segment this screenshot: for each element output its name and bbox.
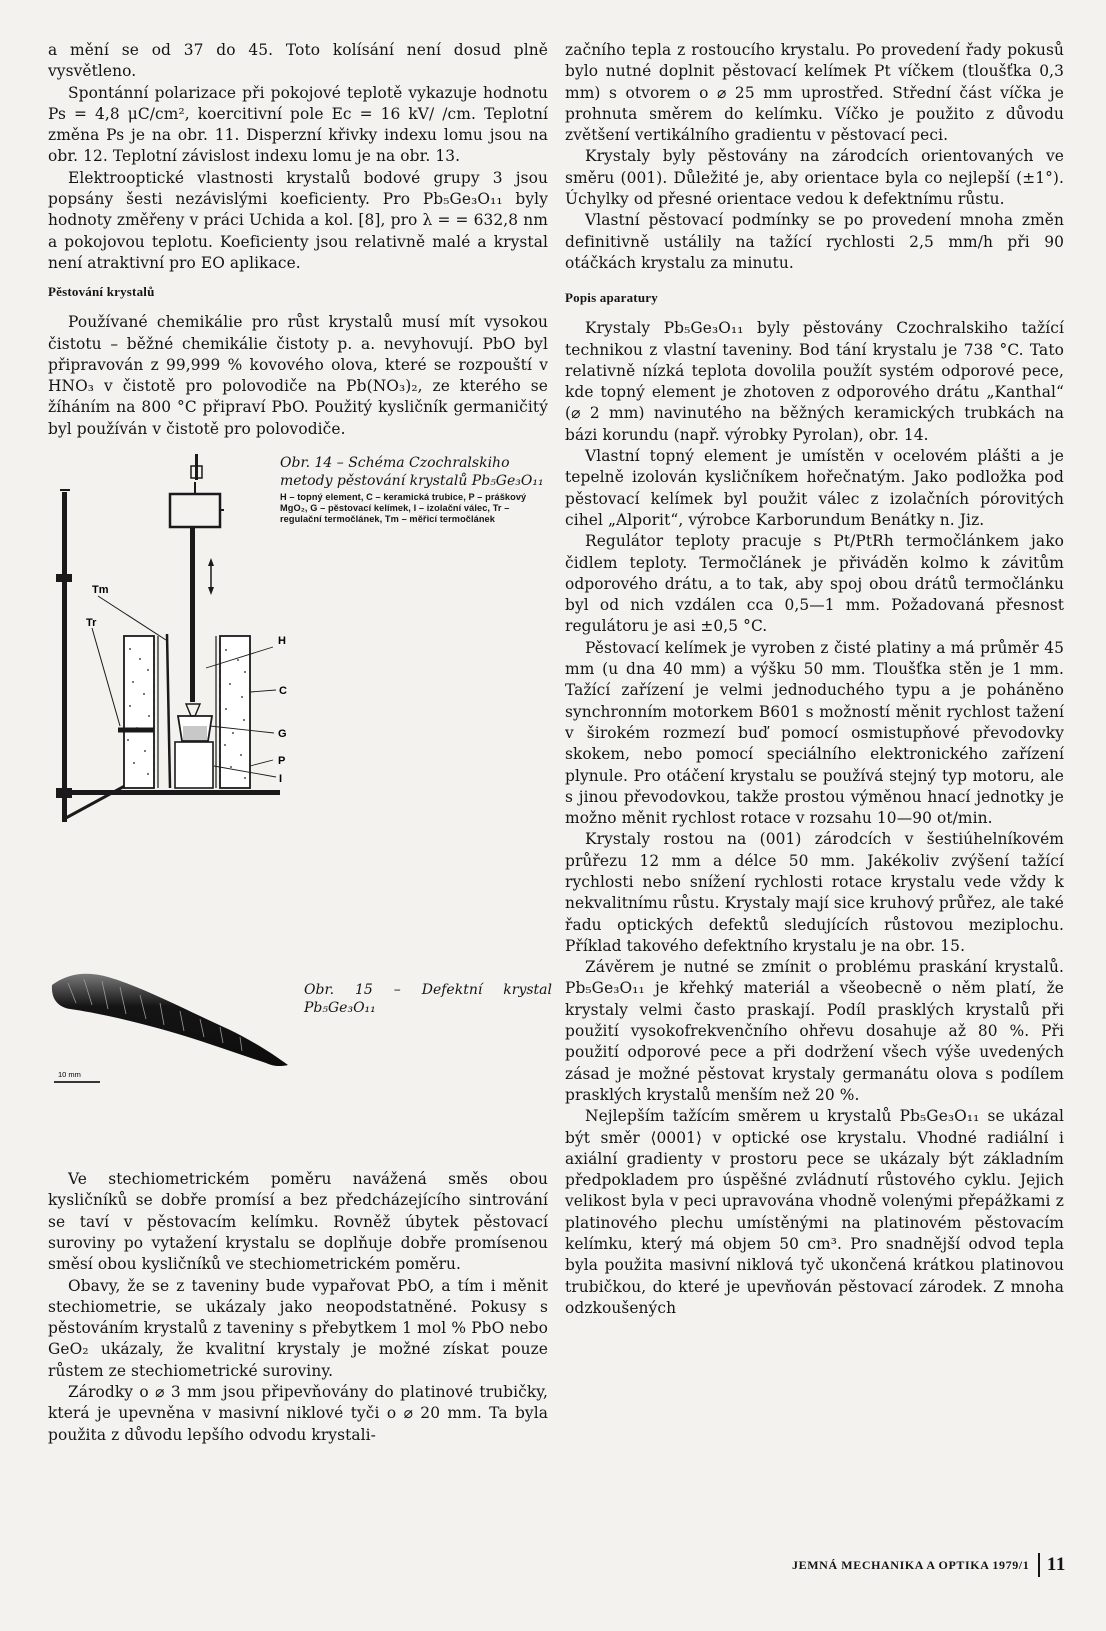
figures-block bbox=[48, 454, 552, 1169]
paragraph: Krystaly byly pěstovány na zárodcích orientovaných ve směru (001). Důležité je, aby orientace byla co nejlepší (±1°). Úchylky od přesné orientace vedou k defektnímu růstu. bbox=[565, 147, 1064, 209]
paragraph: Vlastní pěstovací podmínky se po provedení mnoha změn definitivně ustálily na tažící rychlosti 2,5 mm/h při 90 otáčkách krystalu za minutu. bbox=[565, 211, 1064, 272]
right-column bbox=[565, 40, 1064, 1319]
label-p: P bbox=[278, 755, 286, 768]
figure-15-caption: Obr. 15 – Defektní krystal Pb₅Ge₃O₁₁ bbox=[304, 982, 552, 1017]
paragraph: Spontánní polarizace při pokojové teplotě vykazuje hodnotu Ps = 4,8 μC/cm², koercitivní pole Ec = 16 kV/ /cm. Teplotní změna Ps je na obr. 11. Disperzní křivky indexu lomu jsou na obr. 12. Teplotní závislost indexu lomu je na obr. 13. bbox=[48, 83, 548, 166]
paragraph: Vlastní topný element je umístěn v ocelovém plášti a je tepelně izolován kysličníkem hořečnatým. Jako podložka pod pěstovací kelímek byl použit válec z izolačních pórovitých cihel „Alporit“, výrobce Karborundum Benátky n. Jiz. bbox=[565, 447, 1064, 529]
paragraph: Krystaly rostou na (001) zárodcích v šestiúhelníkovém průřezu 12 mm a délce 50 mm. Jakékoliv zvýšení tažící rychlosti nebo snížení rychlosti rotace krystalu vede vždy k nekvalitnímu růstu. Krystaly mají sice kruhový průřez, ale také řadu optických defektů sledujících růstovou meziplochu. Příklad takového defektního krystalu je na obr. 15. bbox=[565, 830, 1064, 955]
paragraph: Zárodky o ⌀ 3 mm jsou připevňovány do platinové trubičky, která je upevněna v masivní niklové tyči o ⌀ 20 mm. Ta byla použita z důvodu lepšího odvodu krystali- bbox=[48, 1383, 548, 1444]
left-column bbox=[48, 40, 552, 1446]
paragraph: Obavy, že se z taveniny bude vypařovat PbO, a tím i měnit stechiometrie, se ukázaly jako neopodstatněné. Pokusy s pěstováním krystalů z taveniny s přebytkem 1 mol % PbO nebo GeO₂ ukázaly, že kvalitní krystaly je možné získat pouze růstem ze stechiometrické suroviny. bbox=[48, 1276, 548, 1380]
paragraph: Krystaly Pb₅Ge₃O₁₁ byly pěstovány Czochralskiho tažící technikou z vlastní taveniny. Bod tání krystalu je 738 °C. Tato relativně nízká teplota dovolila použít systém odporové pece, kde topný element je zhotoven z odporového drátu „Kanthal“ (⌀ 2 mm) navinutého na běžných keramických trubkách na bázi korundu (např. výrobky Pyrolan), obr. 14. bbox=[565, 319, 1064, 444]
label-i: I bbox=[279, 773, 283, 786]
label-h: H bbox=[278, 635, 286, 648]
paragraph: Závěrem je nutné se zmínit o problému praskání krystalů. Pb₅Ge₃O₁₁ je křehký materiál a všeobecně o něm platí, že krystaly velmi často praskají. Podíl prasklých krystalů při použití vysokofrekvenčního ohřevu dosahuje až 80 %. Při použití odporové pece a při dodržení všech výše uvedených zásad je možné pěstovat krystaly germanátu olova s podílem prasklých krystalů menším než 20 %. bbox=[565, 958, 1064, 1104]
footer-divider bbox=[1038, 1553, 1040, 1577]
figure-14-caption bbox=[280, 454, 552, 525]
journal-name: JEMNÁ MECHANIKA A OPTIKA 1979/1 bbox=[792, 1557, 1030, 1572]
paragraph: Používané chemikálie pro růst krystalů musí mít vysokou čistotu – běžné chemikálie čistoty p. a. nevyhovují. PbO byl připravován z 99,999 % kovového olova, které se rozpouští v HNO₃ v čistotě pro polovodiče na Pb(NO₃)₂, ze kterého se žíháním na 800 °C připraví PbO. Použitý kysličník germaničitý byl používán v čistotě pro polovodiče. bbox=[48, 313, 548, 438]
paragraph: Ve stechiometrickém poměru navážená směs obou kysličníků se dobře promísí a bez předcházejícího sintrování se taví v pěstovacím kelímku. Rovněž úbytek pěstovací suroviny po vytažení krystalu se doplňuje dobře promísenou směsí obou kysličníků ve stechiometrickém poměru. bbox=[48, 1170, 548, 1274]
paragraph: začního tepla z rostoucího krystalu. Po provedení řady pokusů bylo nutné doplnit pěstovací kelímek Pt víčkem (tloušťka 0,3 mm) s otvorem o ⌀ 25 mm uprostřed. Střední část víčka je prohnuta směrem do kelímku. Víčko je použito z důvodu zvětšení vertikálního gradientu v pěstovací peci. bbox=[565, 41, 1064, 145]
defective-crystal-photo bbox=[48, 959, 298, 1094]
label-tm: Tm bbox=[92, 584, 109, 597]
paragraph: Pěstovací kelímek je vyroben z čisté platiny a má průměr 45 mm (u dna 40 mm) a výšku 50 mm. Tloušťka stěn je 1 mm. Tažící zařízení je velmi jednoduchého typu a je poháněno synchronním motorkem B601 s možností měnit rychlost tažení v širokém rozmezí buď pomocí osmistupňové převodovky skokem, nebo pomocí speciálního elektronického zařízení plynule. Pro otáčení krystalu se používá stejný typ motoru, ale s jinou převodovkou, takže prostou výměnou hnací jednotky je možno měnit rychlost rotace v rozsahu 10—90 ot/min. bbox=[565, 638, 1064, 828]
label-tr: Tr bbox=[86, 617, 97, 630]
czochralski-apparatus-diagram bbox=[48, 454, 288, 844]
figure-14-legend: H – topný element, C – keramická trubice, P – práškový MgO₂, G – pěstovací kelímek, I – izolační válec, Tr – regulační termočlánek, Tm – měřicí termočlánek bbox=[280, 492, 527, 525]
section-heading: Pěstování krystalů bbox=[48, 284, 155, 300]
section-heading: Popis aparatury bbox=[565, 290, 658, 306]
scale-bar-label: 10 mm bbox=[58, 1070, 81, 1080]
label-g: G bbox=[278, 728, 287, 741]
figure-14-title: Obr. 14 – Schéma Czochralskiho metody pěstování krystalů Pb₅Ge₃O₁₁ bbox=[280, 455, 544, 490]
page-footer bbox=[750, 1553, 1066, 1577]
label-c: C bbox=[279, 685, 287, 698]
paragraph: Nejlepším tažícím směrem u krystalů Pb₅Ge₃O₁₁ se ukázal být směr ⟨0001⟩ v optické ose krystalu. Vhodné radiální i axiální gradienty v prostoru pece se ukázaly být základním předpokladem pro úspěšné zvládnutí růstového cyklu. Jejich velikost byla v peci upravována vhodně volenými přepážkami z platinového plechu umístěnými na platinovém pěstovacím kelímku, který má objem 50 cm³. Pro snadnější odvod tepla byla použita masivní niklová tyč ukončená krátkou platinovou trubičkou, do které je upevňován pěstovací zárodek. Z mnoha odzkoušených bbox=[565, 1107, 1064, 1317]
paragraph: a mění se od 37 do 45. Toto kolísání není dosud plně vysvětleno. bbox=[48, 41, 548, 81]
page-number: 11 bbox=[1046, 1554, 1066, 1575]
paragraph: Elektrooptické vlastnosti krystalů bodové grupy 3 jsou popsány šesti nezávislými koeficienty. Pro Pb₅Ge₃O₁₁ byly hodnoty změřeny v práci Uchida a kol. [8], pro λ = = 632,8 nm a pokojovou teplotu. Koeficienty jsou relativně malé a krystal není atraktivní pro EO aplikace. bbox=[48, 168, 548, 272]
paragraph: Regulátor teploty pracuje s Pt/PtRh termočlánkem jako čidlem teploty. Termočlánek je přiváděn kolmo k závitům odporového drátu, a to tak, aby spoj obou drátů termočlánku byl od nich vzdálen cca 0,5—1 mm. Požadovaná přesnost regulátoru je asi ±0,5 °C. bbox=[565, 532, 1064, 636]
